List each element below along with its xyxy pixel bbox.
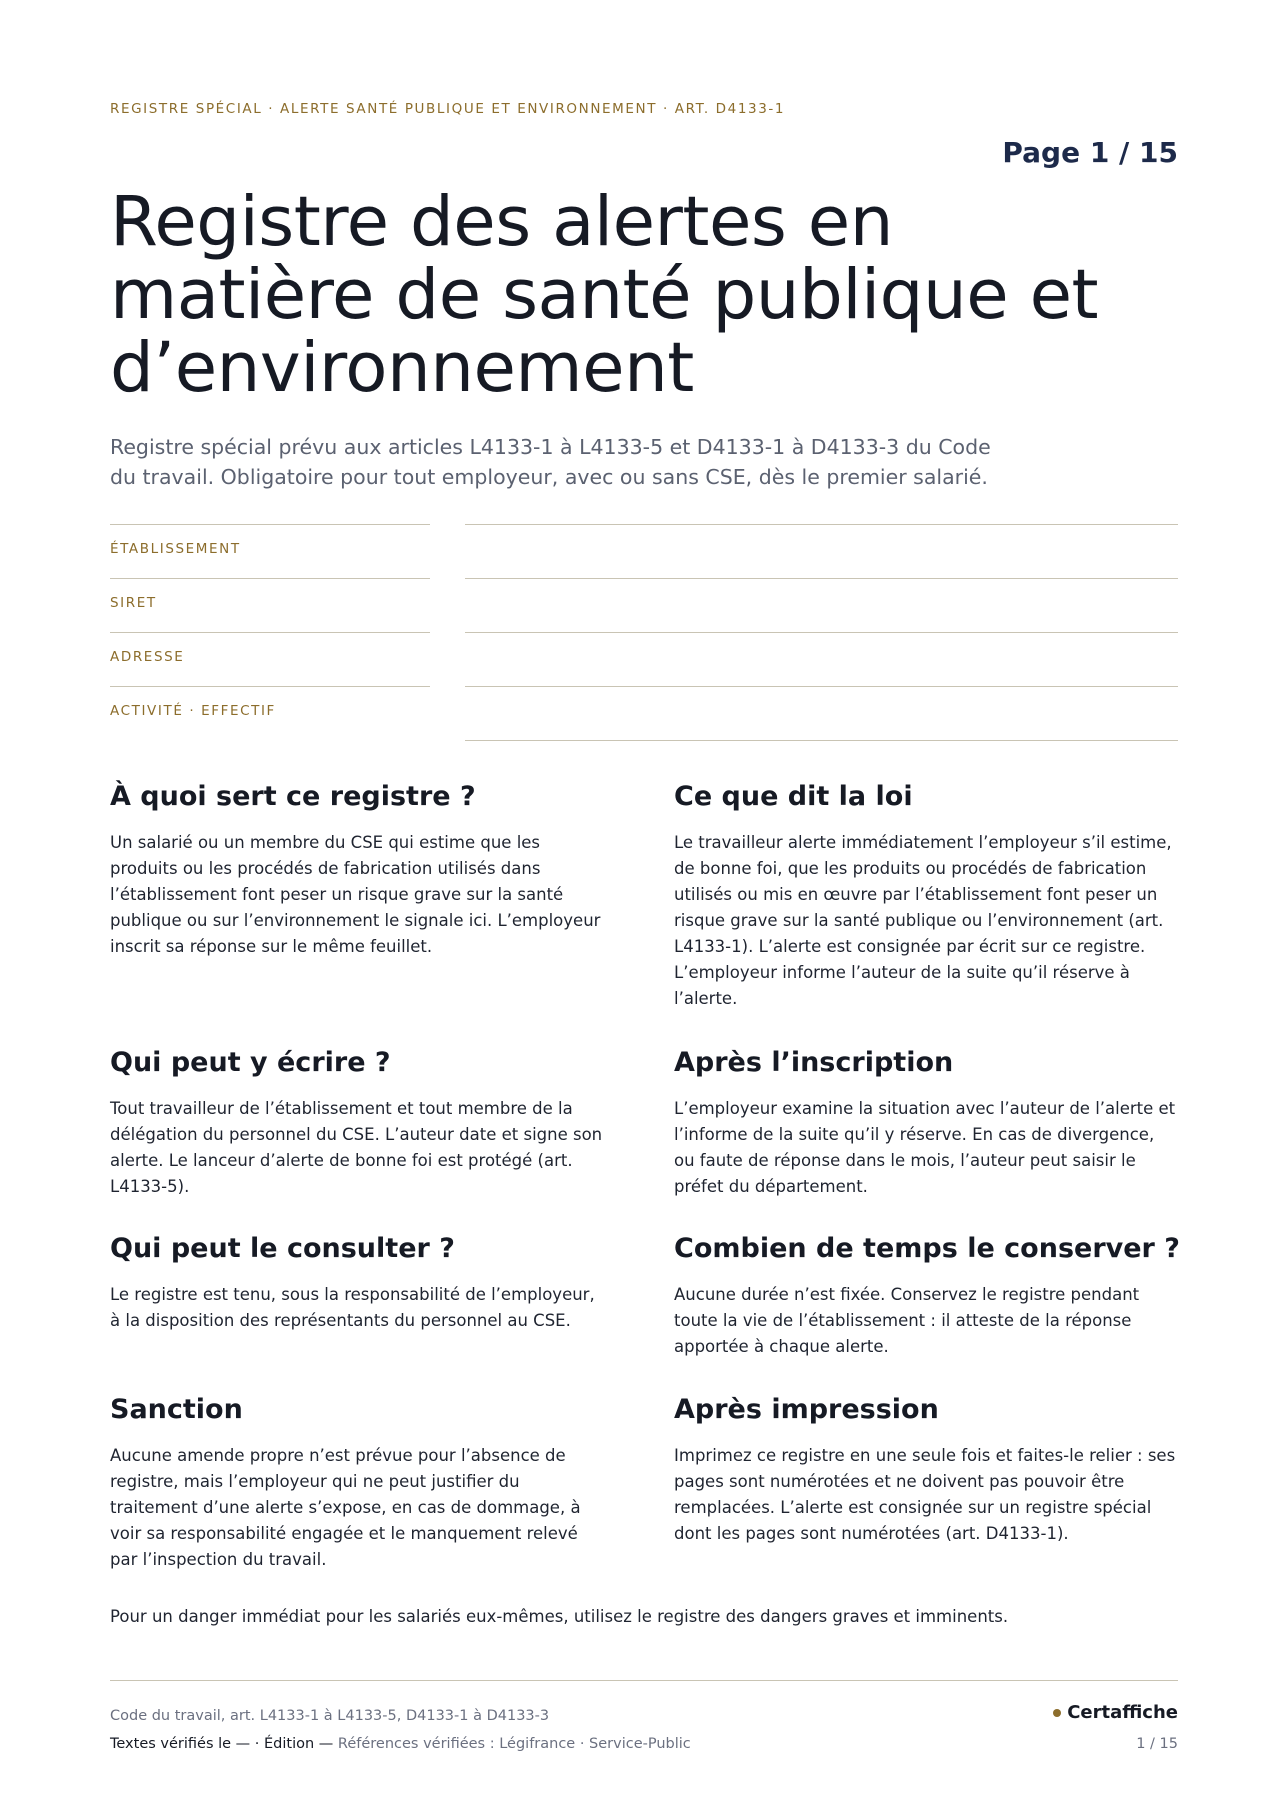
page-title: Registre des alertes en matière de santé publique et d’environnement: [110, 182, 1099, 408]
section-text: Tout travailleur de l’établissement et tout membre de la délégation du personnel du CSE. L’auteur date et signe son alerte. Le lanceur d’alerte de bonne foi est protégé (art. L4133-5).: [110, 1099, 603, 1196]
field-input-etablissement[interactable]: [465, 524, 1178, 578]
section-who-writes: [110, 1046, 610, 1200]
section-purpose: [110, 780, 610, 960]
section-retention: [674, 1232, 1178, 1360]
field-input-activite[interactable]: [465, 686, 1178, 740]
field-label-adresse: ADRESSE: [110, 632, 430, 686]
section-heading: Après l’inscription: [674, 1047, 954, 1078]
field-row-adresse: [110, 632, 1178, 686]
section-heading: Après impression: [674, 1394, 939, 1425]
document-kicker: REGISTRE SPÉCIAL · ALERTE SANTÉ PUBLIQUE ET ENVIRONNEMENT · ART. D4133-1: [110, 101, 786, 117]
section-heading: Qui peut y écrire ?: [110, 1047, 391, 1078]
footer-verification-sources: Références vérifiées : Légifrance · Service-Public: [333, 1736, 691, 1752]
field-input-adresse[interactable]: [465, 632, 1178, 686]
footer-divider: [110, 1680, 1178, 1681]
field-row-siret: [110, 578, 1178, 632]
section-law: [674, 780, 1178, 1012]
footer-verification-date: Textes vérifiés le — · Édition —: [110, 1736, 334, 1752]
section-heading: Sanction: [110, 1394, 243, 1425]
register-cover-page: [110, 0, 1178, 1813]
section-heading: À quoi sert ce registre ?: [110, 781, 476, 812]
section-after-entry: [674, 1046, 1178, 1200]
field-label-activite: ACTIVITÉ · EFFECTIF: [110, 686, 430, 740]
section-text: Le travailleur alerte immédiatement l’employeur s’il estime, de bonne foi, que les produits ou procédés de fabrication utilisés ou mis en œuvre par l’établissement font peser un risque grave sur la santé publique ou l’environnement (art. L4133-1). L’alerte est consignée par écrit sur ce registre. L’employeur informe l’auteur de la suite qu’il réserve à l’alerte.: [674, 833, 1172, 1008]
page-number: Page 1 / 15: [1002, 136, 1178, 169]
section-text: Aucune durée n’est fixée. Conservez le registre pendant toute la vie de l’établissement : il atteste de la réponse apportée à chaque alerte.: [674, 1285, 1140, 1356]
brand-logo: [1053, 1702, 1178, 1723]
field-row-activite: [110, 686, 1178, 740]
section-text: Aucune amende propre n’est prévue pour l’absence de registre, mais l’employeur qui ne peut justifier du traitement d’une alerte s’expose, en cas de dommage, à voir sa responsabilité engagée et le manquement relevé par l’inspection du travail.: [110, 1446, 581, 1569]
section-text: L’employeur examine la situation avec l’auteur de l’alerte et l’informe de la suite qu’il y réserve. En cas de divergence, ou faute de réponse dans le mois, l’auteur peut saisir le préfet du département.: [674, 1099, 1176, 1196]
section-sanction: [110, 1393, 610, 1573]
page-subtitle: Registre spécial prévu aux articles L4133-1 à L4133-5 et D4133-1 à D4133-3 du Code du travail. Obligatoire pour tout employeur, avec ou sans CSE, dès le premier salarié.: [110, 435, 991, 489]
section-text: Imprimez ce registre en une seule fois et faites-le relier : ses pages sont numérotées et ne doivent pas pouvoir être remplacées. L’alerte est consignée sur un registre spécial dont les pages sont numérotées (art. D4133-1).: [674, 1446, 1176, 1543]
section-heading: Combien de temps le conserver ?: [674, 1233, 1180, 1264]
field-input-siret[interactable]: [465, 578, 1178, 632]
footer-legal-references: Code du travail, art. L4133-1 à L4133-5, D4133-1 à D4133-3: [110, 1708, 550, 1724]
section-text: Le registre est tenu, sous la responsabilité de l’employeur, à la disposition des représentants du personnel au CSE.: [110, 1285, 595, 1330]
field-row-etablissement: [110, 524, 1178, 578]
section-heading: Ce que dit la loi: [674, 781, 913, 812]
footer-page-number: 1 / 15: [1136, 1736, 1178, 1752]
establishment-form: [110, 524, 1178, 740]
field-label-etablissement: ÉTABLISSEMENT: [110, 524, 430, 578]
section-heading: Qui peut le consulter ?: [110, 1233, 455, 1264]
section-who-reads: [110, 1232, 610, 1334]
brand-name: Certaffiche: [1067, 1702, 1178, 1723]
section-printing: [674, 1393, 1178, 1547]
field-label-siret: SIRET: [110, 578, 430, 632]
section-text: Un salarié ou un membre du CSE qui estime que les produits ou les procédés de fabrication utilisés dans l’établissement font peser un risque grave sur la santé publique ou sur l’environnement le signale ici. L’employeur inscrit sa réponse sur le même feuillet.: [110, 833, 601, 956]
field-divider: [465, 740, 1178, 741]
brand-dot-icon: [1053, 1709, 1061, 1717]
imminent-danger-note: Pour un danger immédiat pour les salariés eux-mêmes, utilisez le registre des dangers graves et imminents.: [110, 1607, 1009, 1626]
footer-verification: [110, 1736, 691, 1752]
